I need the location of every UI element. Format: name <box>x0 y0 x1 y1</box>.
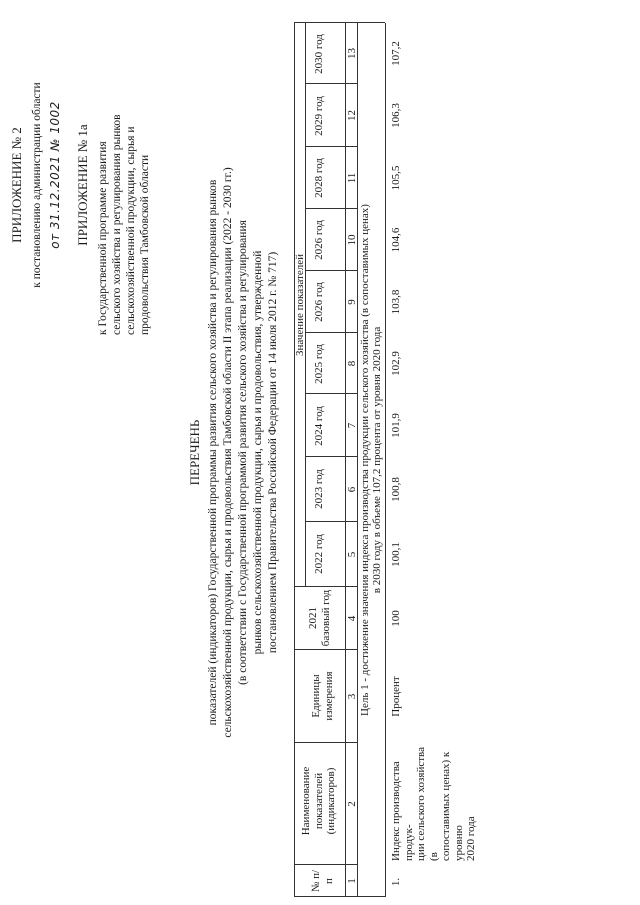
col-number: 8 <box>346 360 358 367</box>
appendix-signature: от 31.12.2021 № 1002 <box>48 101 62 249</box>
header-name: Наименование показателей (индикаторов) <box>300 766 337 836</box>
header-unit: Единицы измерения <box>310 671 335 721</box>
row-value: 106,3 <box>390 103 402 128</box>
row-unit: Процент <box>390 676 402 717</box>
row-name-line: 2020 года <box>465 816 477 861</box>
row-name-line: сопоставимых ценах) к уровню <box>440 751 465 861</box>
header-year: 2021 базовый год <box>307 589 332 647</box>
heading-line: показателей (индикаторов) Государственной программы развития сельского хозяйства и регулирования рынков <box>207 179 219 726</box>
header-year: 2026 год <box>313 220 325 260</box>
appendix-1a-line: к Государственной программе развития <box>97 141 109 335</box>
col-number: 11 <box>346 172 358 184</box>
row-value: 104,6 <box>390 227 402 253</box>
row-value: 105,5 <box>390 165 402 191</box>
appendix-subtitle: к постановлению администрации области <box>31 82 43 288</box>
document-title: ПЕРЕЧЕНЬ <box>187 419 202 486</box>
col-number: 12 <box>346 110 358 121</box>
header-year: 2024 год <box>313 406 325 446</box>
row-value: 101,9 <box>390 413 402 438</box>
header-year: 2028 год <box>313 158 325 198</box>
col-number: 7 <box>346 422 358 429</box>
appendix-title: ПРИЛОЖЕНИЕ № 2 <box>9 127 24 243</box>
appendix-1a-title: ПРИЛОЖЕНИЕ № 1а <box>75 124 90 246</box>
row-num: 1. <box>390 877 402 887</box>
col-number: 10 <box>346 234 358 246</box>
header-values-group: Значение показателей <box>294 254 306 356</box>
row-value: 100 <box>390 610 402 627</box>
appendix-1a-line: сельского хозяйства и регулирования рынков <box>111 114 123 335</box>
row-name <box>390 737 478 861</box>
row-value: 102,9 <box>390 351 402 376</box>
header-num: № п/п <box>310 869 335 893</box>
header-year: 2023 год <box>313 469 325 509</box>
row-value: 100,8 <box>390 477 402 502</box>
header-year: 2026 год <box>313 282 325 322</box>
goal-text-line: Цель 1 - достижение значения индекса производства продукции сельского хозяйства (в сопоставимых ценах) <box>359 204 371 716</box>
row-value: 107,2 <box>390 41 402 66</box>
col-number: 3 <box>346 693 358 700</box>
col-number: 1 <box>346 878 358 884</box>
heading-line: (в соответствии с Государственной программой развития сельского хозяйства и регулирования <box>237 220 249 685</box>
header-year: 2022 год <box>313 534 325 574</box>
row-value: 100,1 <box>390 542 402 567</box>
row-value: 103,8 <box>390 289 402 315</box>
row-name-line: Индекс производства продук- <box>390 761 415 861</box>
goal-text-line: в 2030 году в объеме 107,2 процента от уровня 2020 года <box>371 326 383 594</box>
col-number: 4 <box>346 615 358 622</box>
table-goal-line <box>385 23 386 897</box>
heading-line: сельскохозяйственной продукции, сырья и продовольствия Тамбовской области II этапа реализации (2022 - 2030 гг.) <box>222 167 234 738</box>
col-number: 13 <box>346 48 358 59</box>
heading-line: постановлением Правительства Российской Федерации от 14 июля 2012 г. № 717) <box>267 251 279 654</box>
appendix-1a-line: продовольствия Тамбовской области <box>139 154 151 335</box>
heading-line: рынков сельскохозяйственной продукции, сырья и продовольствия, утвержденной <box>252 250 264 655</box>
col-number: 6 <box>346 486 358 493</box>
col-number: 2 <box>346 801 358 807</box>
col-number: 5 <box>346 551 358 558</box>
col-number: 9 <box>346 299 358 305</box>
header-year: 2025 год <box>313 344 325 384</box>
header-year: 2030 год <box>313 34 325 74</box>
header-year: 2029 год <box>313 96 325 136</box>
row-name-line: ции сельского хозяйства (в <box>415 747 440 861</box>
appendix-1a-line: сельскохозяйственной продукции, сырья и <box>125 126 137 335</box>
